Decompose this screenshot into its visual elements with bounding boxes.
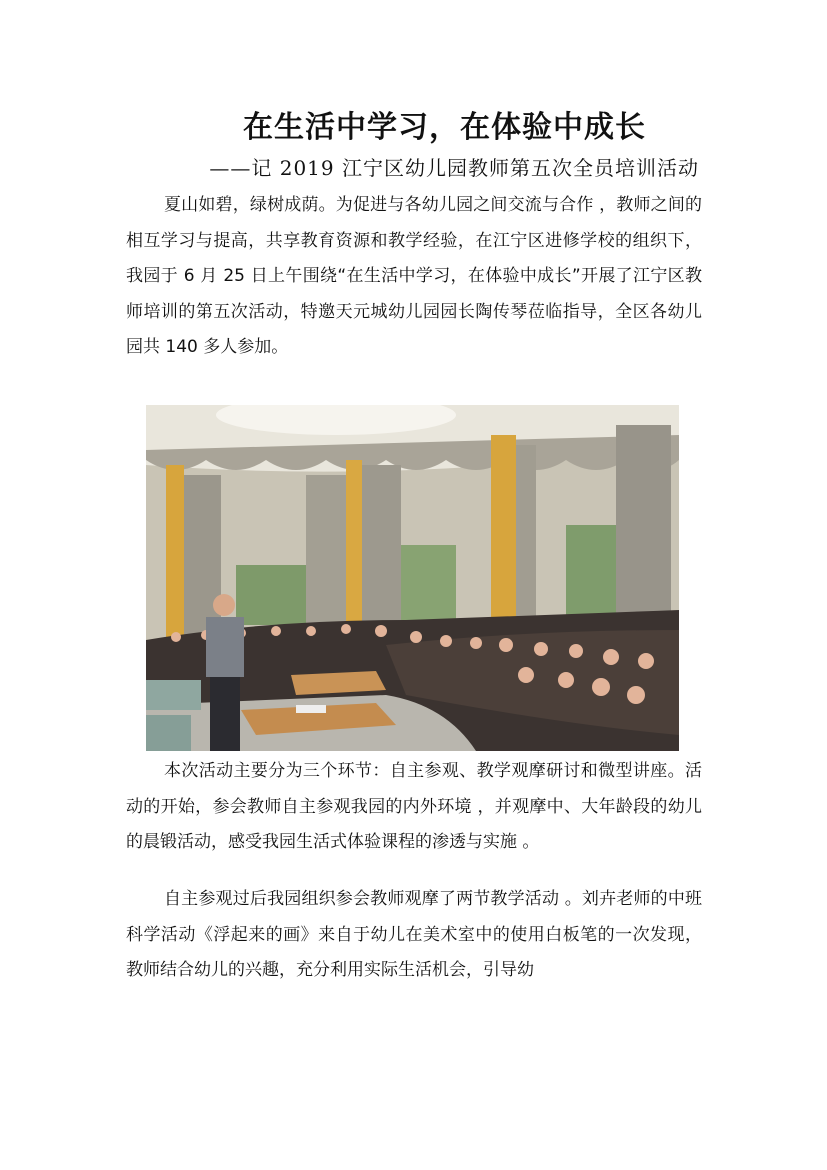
- paragraph-teaching-observation: 自主参观过后我园组织参会教师观摩了两节教学活动 。刘卉老师的中班科学活动《浮起来的画》来自于幼儿在美术室中的使用白板笔的一次发现，教师结合幼儿的兴趣，充分利用实际生活机会，引导幼: [126, 889, 702, 980]
- paragraph-activity-overview: 本次活动主要分为三个环节：自主参观、教学观摩研讨和微型讲座。活动的开始，参会教师自主参观我园的内外环境 ，并观摩中、大年龄段的幼儿的晨锻活动，感受我园生活式体验课程的渗透与实施 。: [126, 761, 702, 852]
- photo-illustration: [146, 405, 679, 751]
- paragraph-intro: 夏山如碧，绿树成荫。为促进与各幼儿园之间交流与合作 ，教师之间的相互学习与提高，共享教育资源和教学经验，在江宁区进修学校的组织下，我园于 6 月 25 日上午围绕“在生活中学习，在体验中成长”开展了江宁区教师培训的第五次活动，特邀天元城幼儿园园长陶传琴莅临指导，全区各幼儿园共 140 多人参加。: [126, 195, 702, 357]
- training-event-photo: [146, 405, 679, 751]
- article-subtitle: ——记 2019 江宁区幼儿园教师第五次全员培训活动: [209, 156, 699, 180]
- article-title: 在生活中学习，在体验中成长: [243, 110, 646, 145]
